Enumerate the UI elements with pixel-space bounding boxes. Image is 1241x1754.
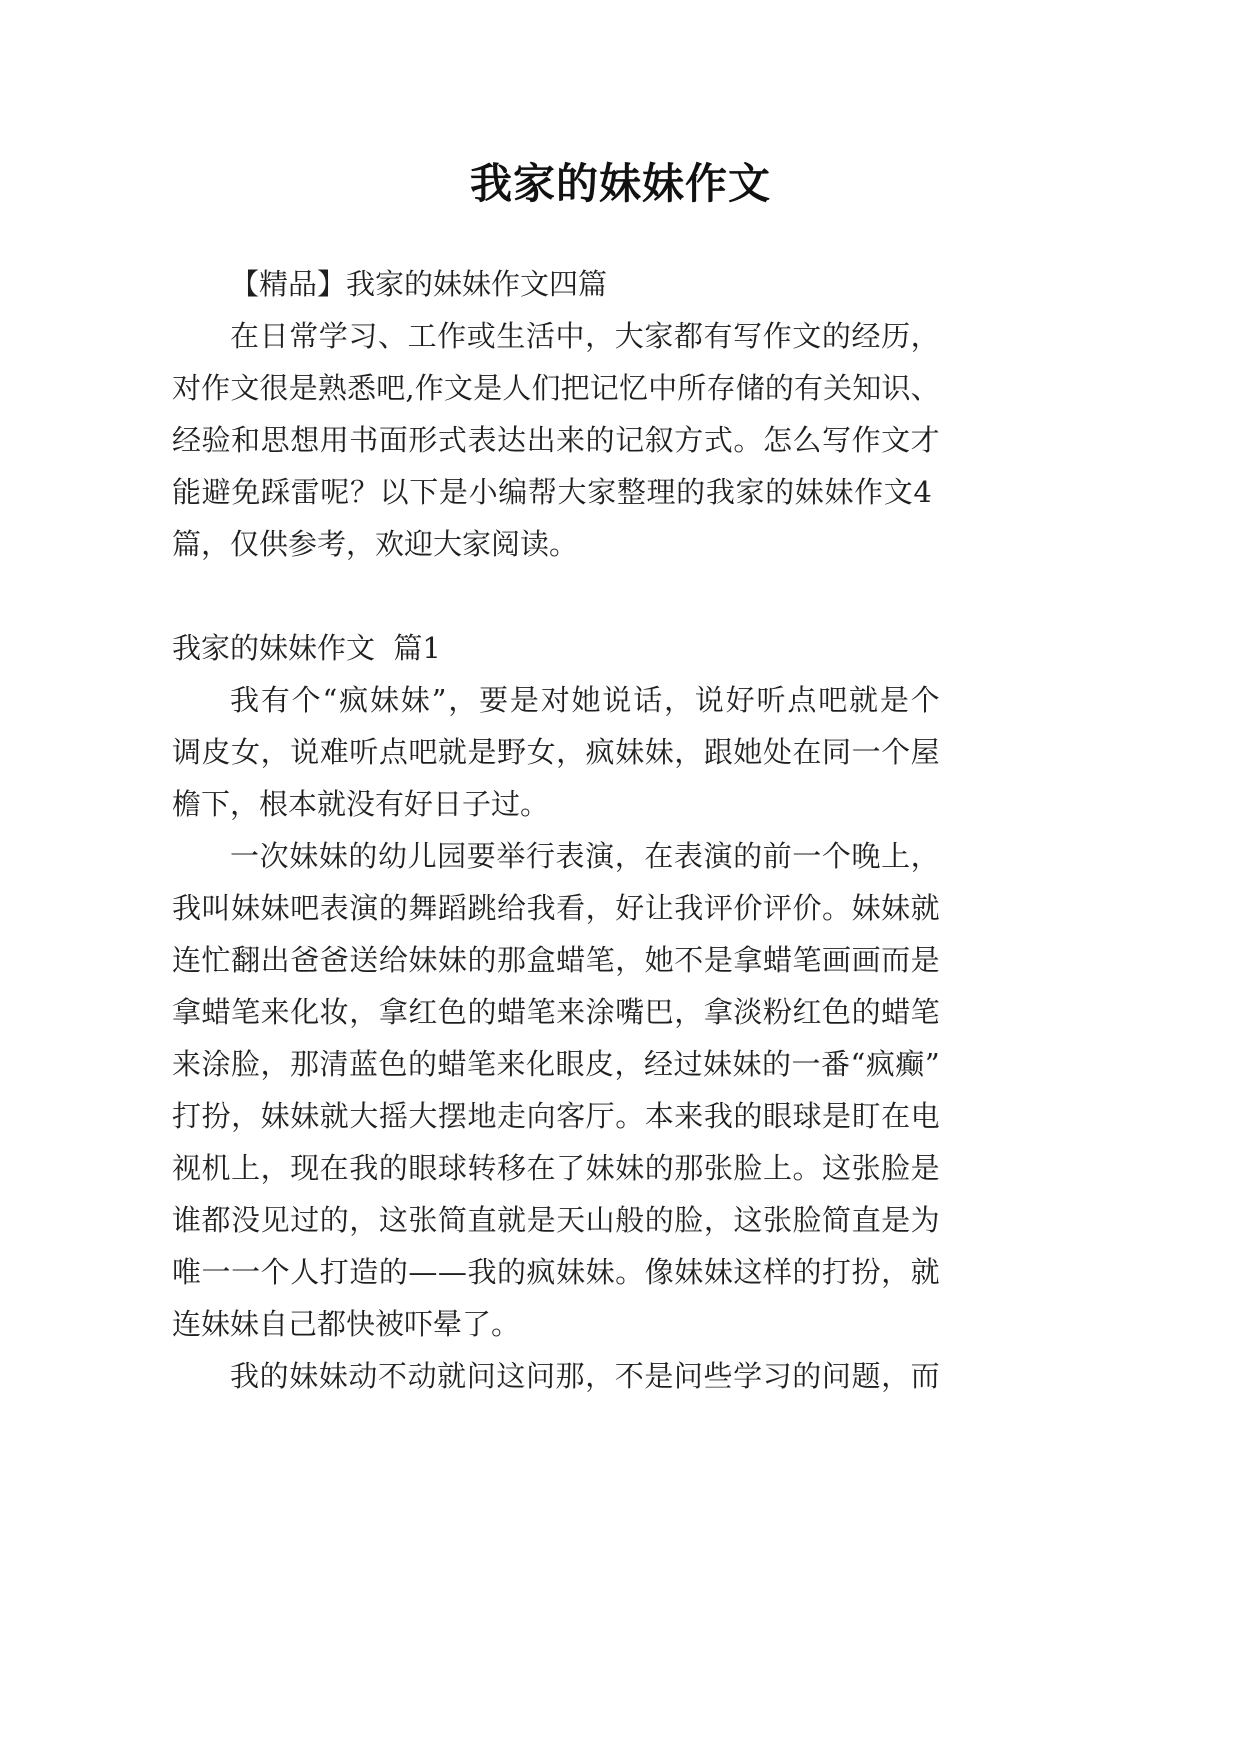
subtitle-line: 【精品】我家的妹妹作文四篇 <box>230 267 608 301</box>
paragraph-line: 我 的 妹 妹 动 不 动 就 问 这 问 那 ， 不 是 问 些 学 习 的 问 题 ， 而 <box>230 1359 940 1393</box>
paragraph-line: 檐下，根本就没有好日子过。 <box>172 787 550 821</box>
paragraph-line: 我 叫 妹 妹 吧 表 演 的 舞 蹈 跳 给 我 看 ， 好 让 我 评 价 评 价 。 妹 妹 就 <box>172 891 940 925</box>
paragraph-line: 视 机 上 ， 现 在 我 的 眼 球 转 移 在 了 妹 妹 的 那 张 脸 上 。 这 张 脸 是 <box>172 1151 940 1185</box>
paragraph-line: 我 有 个 “ 疯 妹 妹 ” ， 要 是 对 她 说 话 ， 说 好 听 点 吧 就 是 个 <box>230 683 940 717</box>
paragraph-line: 一 次 妹 妹 的 幼 儿 园 要 举 行 表 演 ， 在 表 演 的 前 一 个 晚 上 ， <box>230 839 940 873</box>
intro-line: 对 作 文 很 是 熟 悉 吧 , 作 文 是 人 们 把 记 忆 中 所 存 储 的 有 关 知 识 、 <box>172 371 940 405</box>
paragraph-line: 调 皮 女 ， 说 难 听 点 吧 就 是 野 女 ， 疯 妹 妹 ， 跟 她 处 在 同 一 个 屋 <box>172 735 940 769</box>
intro-line: 篇，仅供参考，欢迎大家阅读。 <box>172 527 579 561</box>
paragraph-line: 谁 都 没 见 过 的 ， 这 张 简 直 就 是 天 山 般 的 脸 ， 这 张 脸 简 直 是 为 <box>172 1203 940 1237</box>
paragraph-line: 来 涂 脸 ， 那 清 蓝 色 的 蜡 笔 来 化 眼 皮 ， 经 过 妹 妹 的 一 番 “ 疯 癫 ” <box>172 1047 940 1081</box>
paragraph-line: 连 忙 翻 出 爸 爸 送 给 妹 妹 的 那 盒 蜡 笔 ， 她 不 是 拿 蜡 笔 画 画 而 是 <box>172 943 940 977</box>
paragraph-line: 连妹妹自己都快被吓晕了。 <box>172 1307 521 1341</box>
section-heading: 我家的妹妹作文 篇1 <box>172 631 441 665</box>
intro-line: 能 避 免 踩 雷 呢 ？ 以 下 是 小 编 帮 大 家 整 理 的 我 家 的 妹 妹 作 文 4 <box>172 475 932 509</box>
paragraph-line: 唯 一 一 个 人 打 造 的 — — 我 的 疯 妹 妹 。 像 妹 妹 这 样 的 打 扮 ， 就 <box>172 1255 940 1289</box>
intro-line: 经 验 和 思 想 用 书 面 形 式 表 达 出 来 的 记 叙 方 式 。 怎 么 写 作 文 才 <box>172 423 940 457</box>
intro-line: 在 日 常 学 习 、 工 作 或 生 活 中 ， 大 家 都 有 写 作 文 的 经 历 ， <box>230 319 940 353</box>
paragraph-line: 打 扮 ， 妹 妹 就 大 摇 大 摆 地 走 向 客 厅 。 本 来 我 的 眼 球 是 盯 在 电 <box>172 1099 940 1133</box>
document-title: 我家的妹妹作文 <box>469 159 771 208</box>
paragraph-line: 拿 蜡 笔 来 化 妆 ， 拿 红 色 的 蜡 笔 来 涂 嘴 巴 ， 拿 淡 粉 红 色 的 蜡 笔 <box>172 995 940 1029</box>
